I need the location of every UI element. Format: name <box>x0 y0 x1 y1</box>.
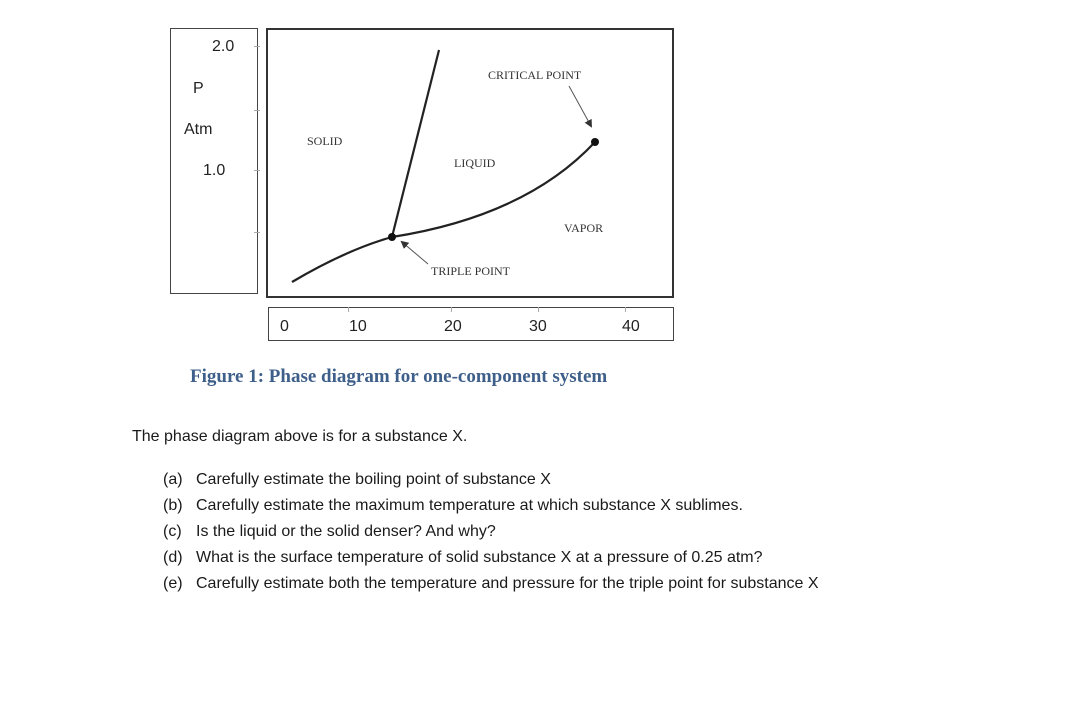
critical-point-arrow <box>569 86 591 126</box>
question-e <box>163 571 819 597</box>
triple-point-arrow <box>402 242 428 264</box>
x-tick-40: 40 <box>622 318 640 335</box>
critical-point-label: CRITICAL POINT <box>488 68 582 82</box>
y-axis-box <box>170 28 258 294</box>
x-tick-mark <box>451 307 452 312</box>
figure-caption: Figure 1: Phase diagram for one-component system <box>190 366 608 387</box>
liquid-label: LIQUID <box>454 156 496 170</box>
question-text: Carefully estimate the maximum temperature at which substance X sublimes. <box>196 497 743 514</box>
question-label: (a) <box>163 471 183 488</box>
x-tick-mark <box>625 307 626 312</box>
question-d <box>163 545 819 571</box>
question-label: (d) <box>163 549 183 566</box>
critical-point-marker <box>591 138 599 146</box>
triple-point-label: TRIPLE POINT <box>431 264 510 278</box>
question-text: Is the liquid or the solid denser? And why? <box>196 523 496 540</box>
question-b <box>163 493 819 519</box>
question-label: (c) <box>163 523 182 540</box>
question-c <box>163 519 819 545</box>
question-list <box>163 467 819 597</box>
x-tick-30: 30 <box>529 318 547 335</box>
question-label: (e) <box>163 575 183 592</box>
phase-diagram <box>266 28 674 298</box>
y-tick-2-0: 2.0 <box>212 38 235 55</box>
question-text: Carefully estimate both the temperature and pressure for the triple point for substance X <box>196 575 819 592</box>
solid-label: SOLID <box>307 134 343 148</box>
question-text: What is the surface temperature of solid substance X at a pressure of 0.25 atm? <box>196 549 763 566</box>
question-label: (b) <box>163 497 183 514</box>
x-tick-20: 20 <box>444 318 462 335</box>
y-axis-symbol: P <box>193 80 204 97</box>
triple-point-marker <box>388 233 396 241</box>
y-tick-mark <box>254 46 260 47</box>
y-tick-1-0: 1.0 <box>203 162 226 179</box>
x-tick-mark <box>348 307 349 312</box>
y-tick-mark <box>254 110 260 111</box>
question-a <box>163 467 819 493</box>
x-tick-10: 10 <box>349 318 367 335</box>
y-tick-mark <box>254 232 260 233</box>
x-axis-box <box>268 307 674 341</box>
y-tick-mark <box>254 170 260 171</box>
y-axis-unit: Atm <box>184 121 213 138</box>
vapor-label: VAPOR <box>564 221 604 235</box>
x-tick-0: 0 <box>280 318 289 335</box>
problem-intro: The phase diagram above is for a substance X. <box>132 428 468 445</box>
x-tick-mark <box>538 307 539 312</box>
question-text: Carefully estimate the boiling point of substance X <box>196 471 551 488</box>
melting-line <box>392 50 439 237</box>
sublimation-curve <box>292 237 392 282</box>
